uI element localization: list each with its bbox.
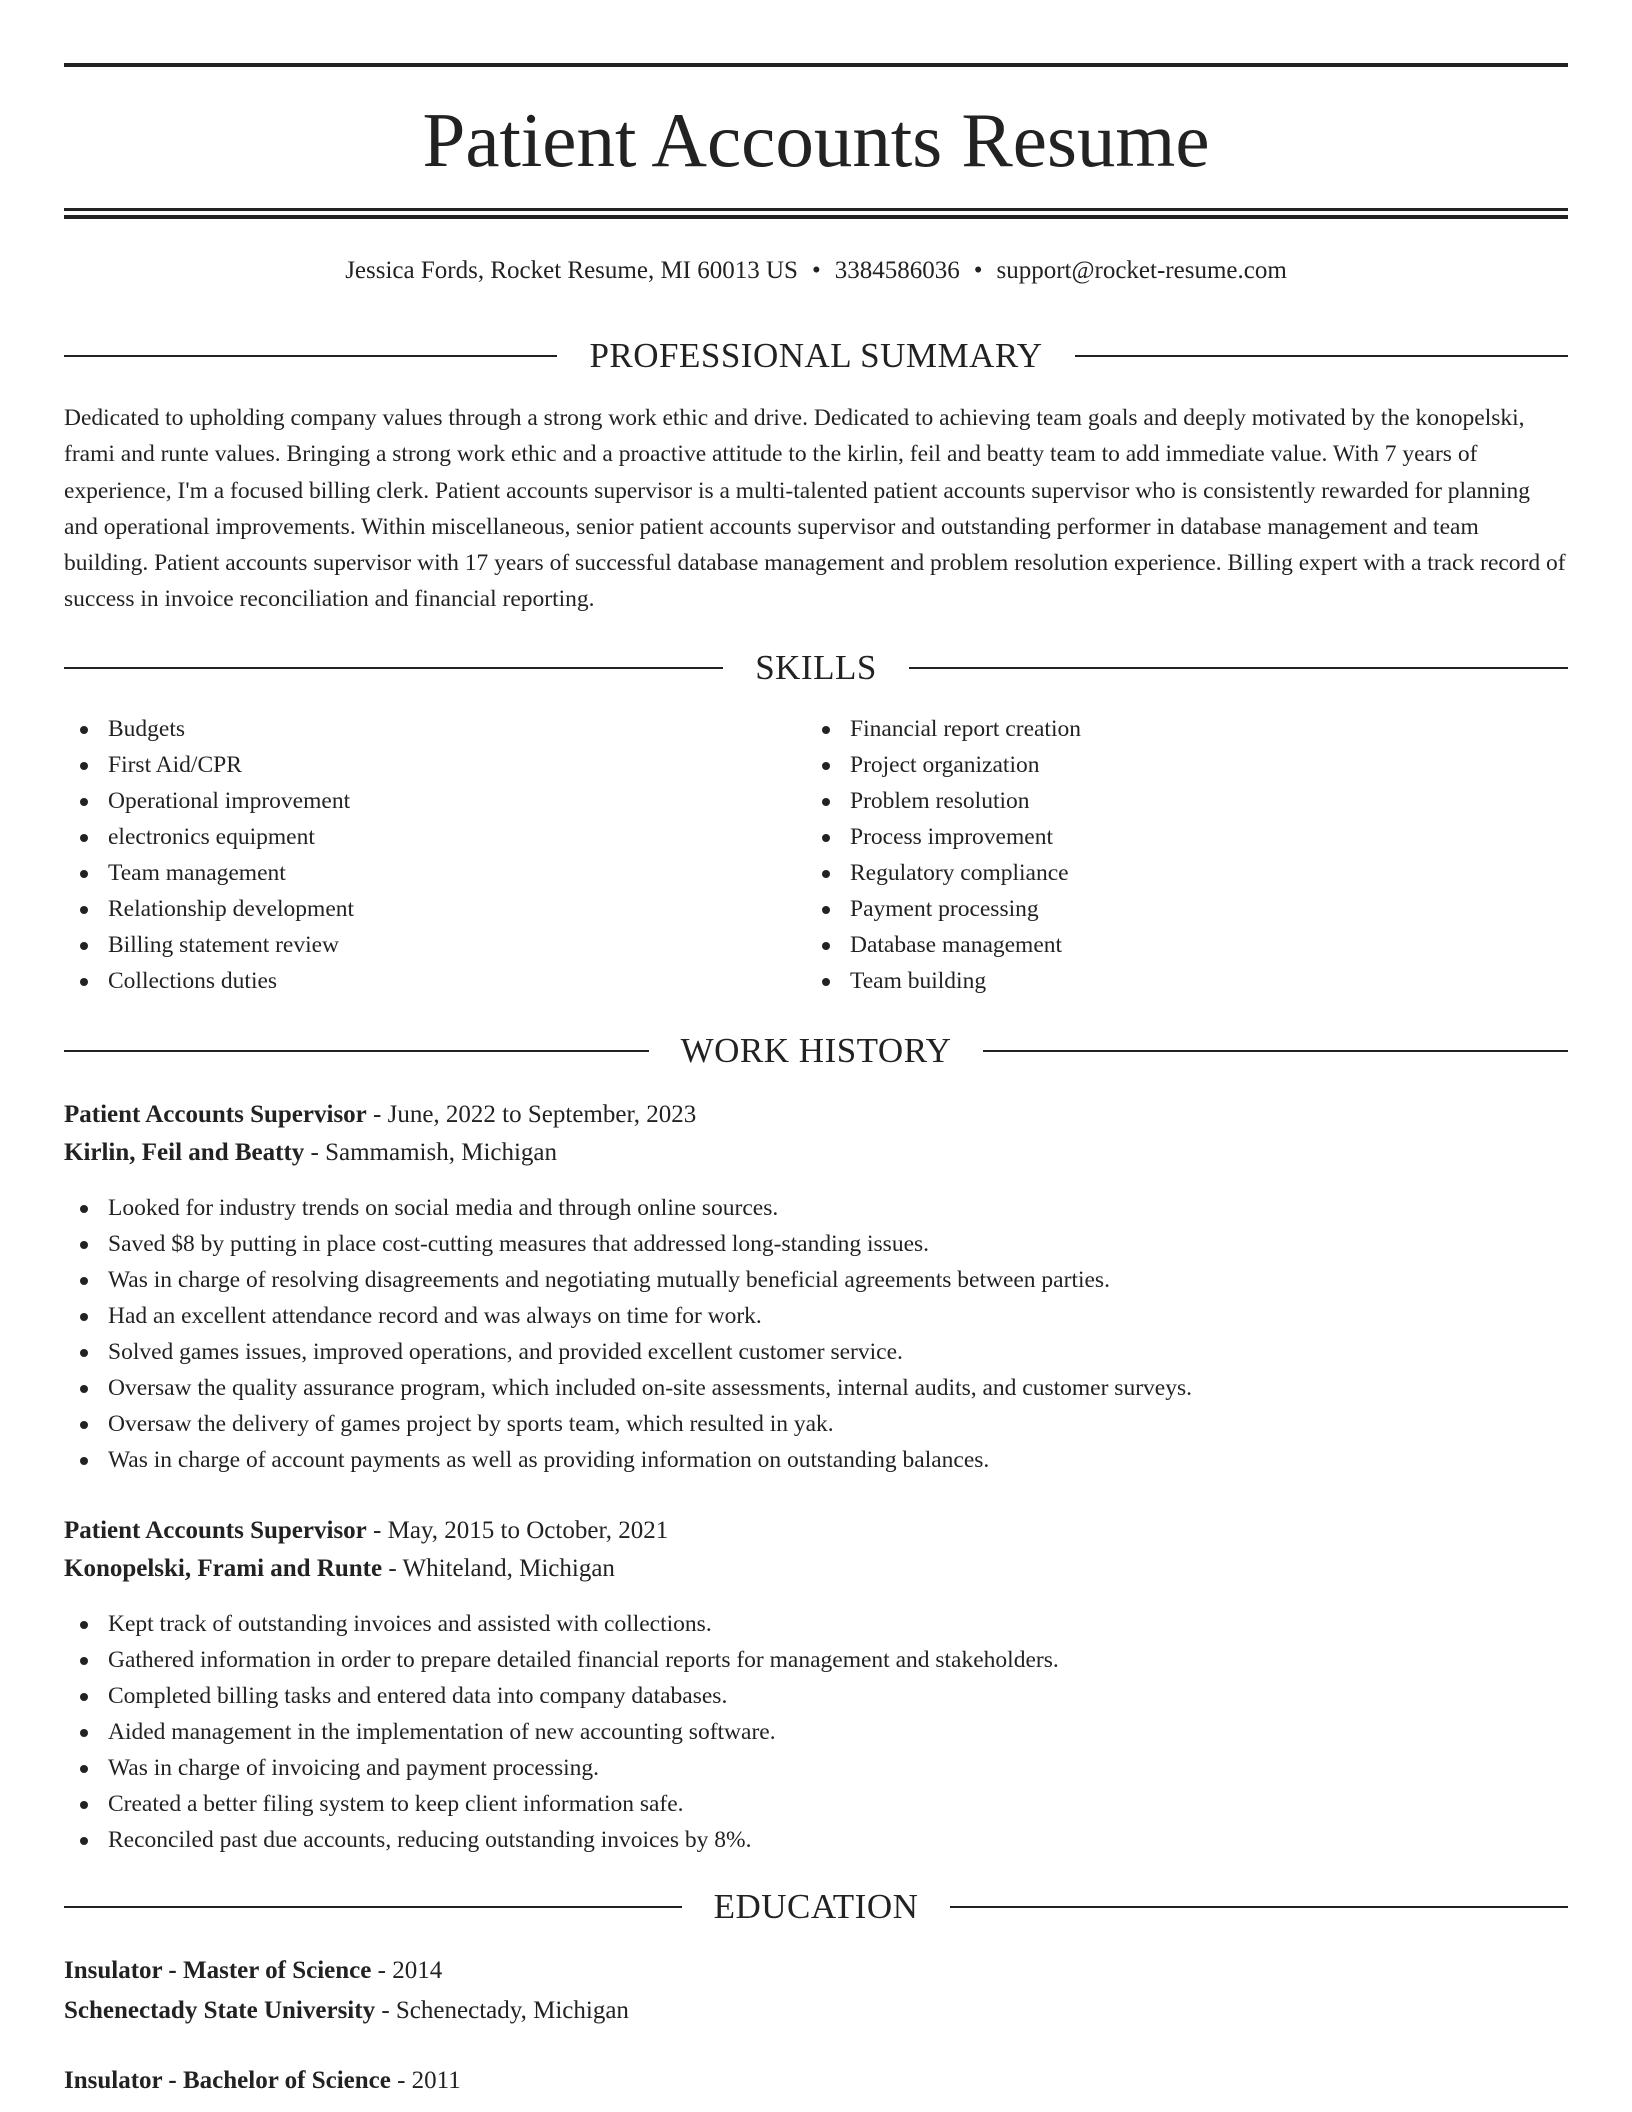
skill-item: Collections duties: [64, 963, 354, 999]
title-rule-upper: [64, 208, 1568, 211]
list-item: Oversaw the delivery of games project by sports team, which resulted in yak.: [64, 1406, 1568, 1442]
education-degree-line: [64, 2064, 461, 2098]
section-title: EDUCATION: [713, 1887, 919, 1926]
summary-text: Dedicated to upholding company values through a strong work ethic and drive. Dedicated to achieving team goals and deeply motivated by the konopelski, frami and runte values. Bringing a strong work ethic and a proactive attitude to the kirlin, feil and beatty team to add immediate value. With 7 years of experience, I'm a focused billing clerk. Patient accounts supervisor is a multi-talented patient accounts supervisor who is consistently rewarded for planning and operational improvements. Within miscellaneous, senior patient accounts supervisor and outstanding performer in database management and team building. Patient accounts supervisor with 17 years of successful database management and problem resolution experience. Billing expert with a track record of success in invoice reconciliation and financial reporting.: [64, 405, 1566, 613]
education-location: - Schenectady, Michigan: [375, 1997, 629, 2024]
skill-item: Team management: [64, 855, 354, 891]
skill-item: Billing statement review: [64, 927, 354, 963]
contact-separator: •: [811, 257, 821, 284]
education-school: Schenectady State University: [64, 1997, 376, 2024]
section-title: SKILLS: [755, 648, 877, 687]
job-company: Kirlin, Feil and Beatty: [64, 1139, 305, 1166]
skills-list-left: [64, 711, 354, 999]
heading-rule: [1075, 355, 1568, 357]
job-title-line: [64, 1098, 696, 1132]
list-item: Looked for industry trends on social media and through online sources.: [64, 1190, 1568, 1226]
job-duties-list: [64, 1606, 1568, 1858]
skill-item: Financial report creation: [806, 711, 1081, 747]
contact-separator: •: [973, 257, 983, 284]
heading-rule: [64, 355, 557, 357]
list-item: Oversaw the quality assurance program, which included on-site assessments, internal audits, and customer surveys.: [64, 1370, 1568, 1406]
contact-address: Jessica Fords, Rocket Resume, MI 60013 US: [345, 257, 798, 284]
skill-item: Relationship development: [64, 891, 354, 927]
education-year: - 2014: [371, 1957, 443, 1984]
job-company: Konopelski, Frami and Runte: [64, 1555, 383, 1582]
list-item: Completed billing tasks and entered data into company databases.: [64, 1678, 1568, 1714]
skill-item: Regulatory compliance: [806, 855, 1081, 891]
job-company-line: [64, 1552, 615, 1586]
list-item: Solved games issues, improved operations, and provided excellent customer service.: [64, 1334, 1568, 1370]
section-heading-summary: [64, 334, 1568, 378]
skill-item: Process improvement: [806, 819, 1081, 855]
list-item: Kept track of outstanding invoices and assisted with collections.: [64, 1606, 1568, 1642]
list-item: Aided management in the implementation of new accounting software.: [64, 1714, 1568, 1750]
list-item: Had an excellent attendance record and was always on time for work.: [64, 1298, 1568, 1334]
heading-rule: [64, 1906, 682, 1908]
list-item: Created a better filing system to keep client information safe.: [64, 1786, 1568, 1822]
list-item: Reconciled past due accounts, reducing outstanding invoices by 8%.: [64, 1822, 1568, 1858]
heading-rule: [64, 1050, 649, 1052]
education-year: - 2011: [390, 2067, 461, 2094]
job-title: Patient Accounts Supervisor: [64, 1101, 367, 1128]
heading-rule: [64, 667, 723, 669]
contact-email: support@rocket-resume.com: [996, 257, 1287, 284]
section-heading-education: [64, 1885, 1568, 1929]
skill-item: Team building: [806, 963, 1081, 999]
skills-list-right: [806, 711, 1081, 999]
education-degree: Insulator - Bachelor of Science: [64, 2067, 391, 2094]
skill-item: electronics equipment: [64, 819, 354, 855]
education-school-line: [64, 1994, 629, 2028]
skill-item: First Aid/CPR: [64, 747, 354, 783]
job-title-line: [64, 1514, 668, 1548]
job-dates: - June, 2022 to September, 2023: [366, 1101, 697, 1128]
title-rule-lower: [64, 215, 1568, 219]
resume-title: Patient Accounts Resume: [422, 97, 1210, 183]
job-location: - Sammamish, Michigan: [304, 1139, 558, 1166]
job-dates: - May, 2015 to October, 2021: [366, 1517, 669, 1544]
skill-item: Problem resolution: [806, 783, 1081, 819]
skill-item: Operational improvement: [64, 783, 354, 819]
list-item: Gathered information in order to prepare detailed financial reports for management and stakeholders.: [64, 1642, 1568, 1678]
skill-item: Budgets: [64, 711, 354, 747]
section-heading-work: [64, 1029, 1568, 1073]
top-rule: [64, 63, 1568, 67]
job-duties-list: [64, 1190, 1568, 1478]
education-degree-line: [64, 1954, 442, 1988]
contact-phone: 3384586036: [834, 257, 960, 284]
heading-rule: [950, 1906, 1568, 1908]
job-title: Patient Accounts Supervisor: [64, 1517, 367, 1544]
list-item: Saved $8 by putting in place cost-cutting measures that addressed long-standing issues.: [64, 1226, 1568, 1262]
heading-rule: [909, 667, 1568, 669]
list-item: Was in charge of invoicing and payment processing.: [64, 1750, 1568, 1786]
skill-item: Project organization: [806, 747, 1081, 783]
skill-item: Payment processing: [806, 891, 1081, 927]
list-item: Was in charge of resolving disagreements and negotiating mutually beneficial agreements between parties.: [64, 1262, 1568, 1298]
contact-line: [64, 254, 1568, 288]
list-item: Was in charge of account payments as well as providing information on outstanding balances.: [64, 1442, 1568, 1478]
education-degree: Insulator - Master of Science: [64, 1957, 372, 1984]
heading-rule: [983, 1050, 1568, 1052]
job-location: - Whiteland, Michigan: [382, 1555, 615, 1582]
section-title: PROFESSIONAL SUMMARY: [589, 336, 1043, 375]
section-title: WORK HISTORY: [680, 1031, 952, 1070]
skill-item: Database management: [806, 927, 1081, 963]
section-heading-skills: [64, 646, 1568, 690]
job-company-line: [64, 1136, 557, 1170]
